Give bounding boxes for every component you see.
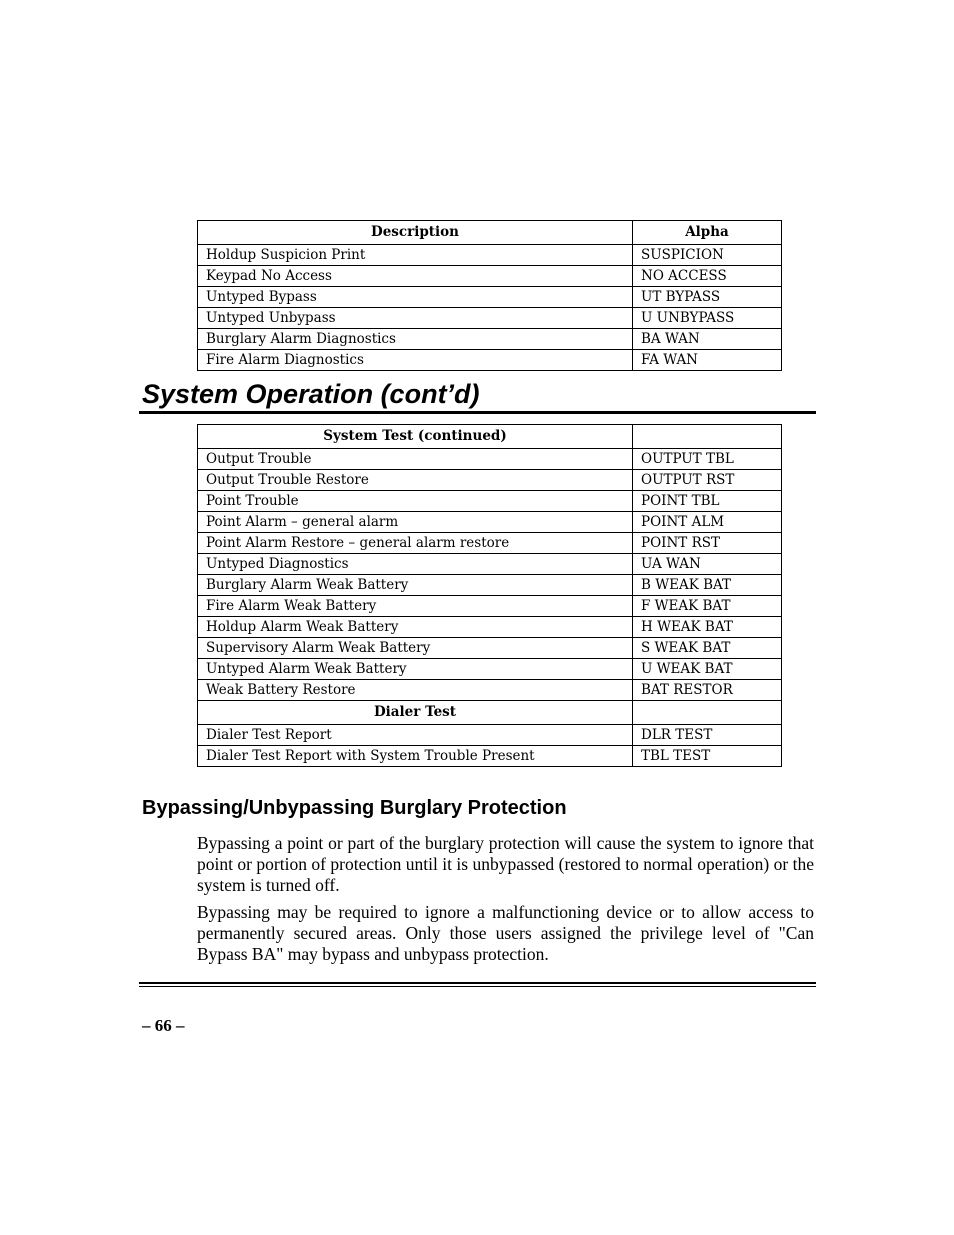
description-cell: Burglary Alarm Weak Battery: [198, 575, 633, 596]
alpha-column-header: Alpha: [633, 221, 782, 245]
alpha-cell: POINT TBL: [633, 491, 782, 512]
footer-divider: [139, 982, 816, 984]
alpha-cell: DLR TEST: [633, 725, 782, 746]
section-title: System Operation (cont’d): [142, 379, 480, 409]
table-row: [198, 659, 782, 680]
description-cell: Untyped Unbypass: [198, 308, 633, 329]
table-row: [198, 746, 782, 767]
title-underline-divider: [139, 411, 816, 414]
alpha-cell: U UNBYPASS: [633, 308, 782, 329]
description-cell: Output Trouble Restore: [198, 470, 633, 491]
alpha-cell: POINT RST: [633, 533, 782, 554]
description-cell: Burglary Alarm Diagnostics: [198, 329, 633, 350]
description-cell: Supervisory Alarm Weak Battery: [198, 638, 633, 659]
alpha-cell: UT BYPASS: [633, 287, 782, 308]
table-row: [198, 638, 782, 659]
body-paragraph: Bypassing may be required to ignore a malfunctioning device or to allow access to permanently secured areas. Only those users assigned the privilege level of "Can Bypass BA" may bypass and unbypass protection.: [197, 902, 814, 964]
page-number: – 66 –: [142, 1016, 185, 1035]
alpha-cell: TBL TEST: [633, 746, 782, 767]
system-test-table: [197, 424, 782, 767]
alpha-cell: BA WAN: [633, 329, 782, 350]
description-cell: Point Alarm – general alarm: [198, 512, 633, 533]
alpha-cell: UA WAN: [633, 554, 782, 575]
table-row: [198, 329, 782, 350]
empty-header-cell: [633, 701, 782, 725]
system-test-header: System Test (continued): [198, 425, 633, 449]
empty-header-cell: [633, 425, 782, 449]
description-cell: Point Alarm Restore – general alarm restore: [198, 533, 633, 554]
table-row: [198, 554, 782, 575]
description-cell: Weak Battery Restore: [198, 680, 633, 701]
description-cell: Keypad No Access: [198, 266, 633, 287]
description-cell: Untyped Diagnostics: [198, 554, 633, 575]
table-row: [198, 617, 782, 638]
alpha-cell: F WEAK BAT: [633, 596, 782, 617]
table-row: [198, 350, 782, 371]
table-row: [198, 533, 782, 554]
description-cell: Untyped Alarm Weak Battery: [198, 659, 633, 680]
alpha-cell: B WEAK BAT: [633, 575, 782, 596]
alpha-cell: H WEAK BAT: [633, 617, 782, 638]
subsection-title: Bypassing/Unbypassing Burglary Protection: [142, 797, 567, 819]
alpha-cell: OUTPUT RST: [633, 470, 782, 491]
alpha-cell: FA WAN: [633, 350, 782, 371]
table-row: [198, 491, 782, 512]
alpha-cell: OUTPUT TBL: [633, 449, 782, 470]
table-header-row: [198, 221, 782, 245]
alpha-cell: SUSPICION: [633, 245, 782, 266]
alpha-cell: BAT RESTOR: [633, 680, 782, 701]
table-row: [198, 512, 782, 533]
description-cell: Output Trouble: [198, 449, 633, 470]
table-row: [198, 680, 782, 701]
table-section-header-row: [198, 701, 782, 725]
description-cell: Holdup Suspicion Print: [198, 245, 633, 266]
table-row: [198, 596, 782, 617]
alpha-cell: POINT ALM: [633, 512, 782, 533]
description-cell: Untyped Bypass: [198, 287, 633, 308]
body-paragraph: Bypassing a point or part of the burglary protection will cause the system to ignore that point or portion of protection until it is unbypassed (restored to normal operation) or the system is turned off.: [197, 833, 814, 895]
table-row: [198, 470, 782, 491]
table-row: [198, 308, 782, 329]
description-cell: Dialer Test Report with System Trouble Present: [198, 746, 633, 767]
table-row: [198, 245, 782, 266]
table-row: [198, 266, 782, 287]
description-cell: Fire Alarm Diagnostics: [198, 350, 633, 371]
table-row: [198, 725, 782, 746]
alpha-description-table: [197, 220, 782, 371]
description-cell: Holdup Alarm Weak Battery: [198, 617, 633, 638]
footer-divider: [139, 986, 816, 987]
alpha-cell: U WEAK BAT: [633, 659, 782, 680]
table-row: [198, 449, 782, 470]
table-row: [198, 575, 782, 596]
alpha-cell: NO ACCESS: [633, 266, 782, 287]
table-section-header-row: [198, 425, 782, 449]
dialer-test-header: Dialer Test: [198, 701, 633, 725]
description-cell: Point Trouble: [198, 491, 633, 512]
description-cell: Fire Alarm Weak Battery: [198, 596, 633, 617]
table-row: [198, 287, 782, 308]
description-column-header: Description: [198, 221, 633, 245]
description-cell: Dialer Test Report: [198, 725, 633, 746]
alpha-cell: S WEAK BAT: [633, 638, 782, 659]
